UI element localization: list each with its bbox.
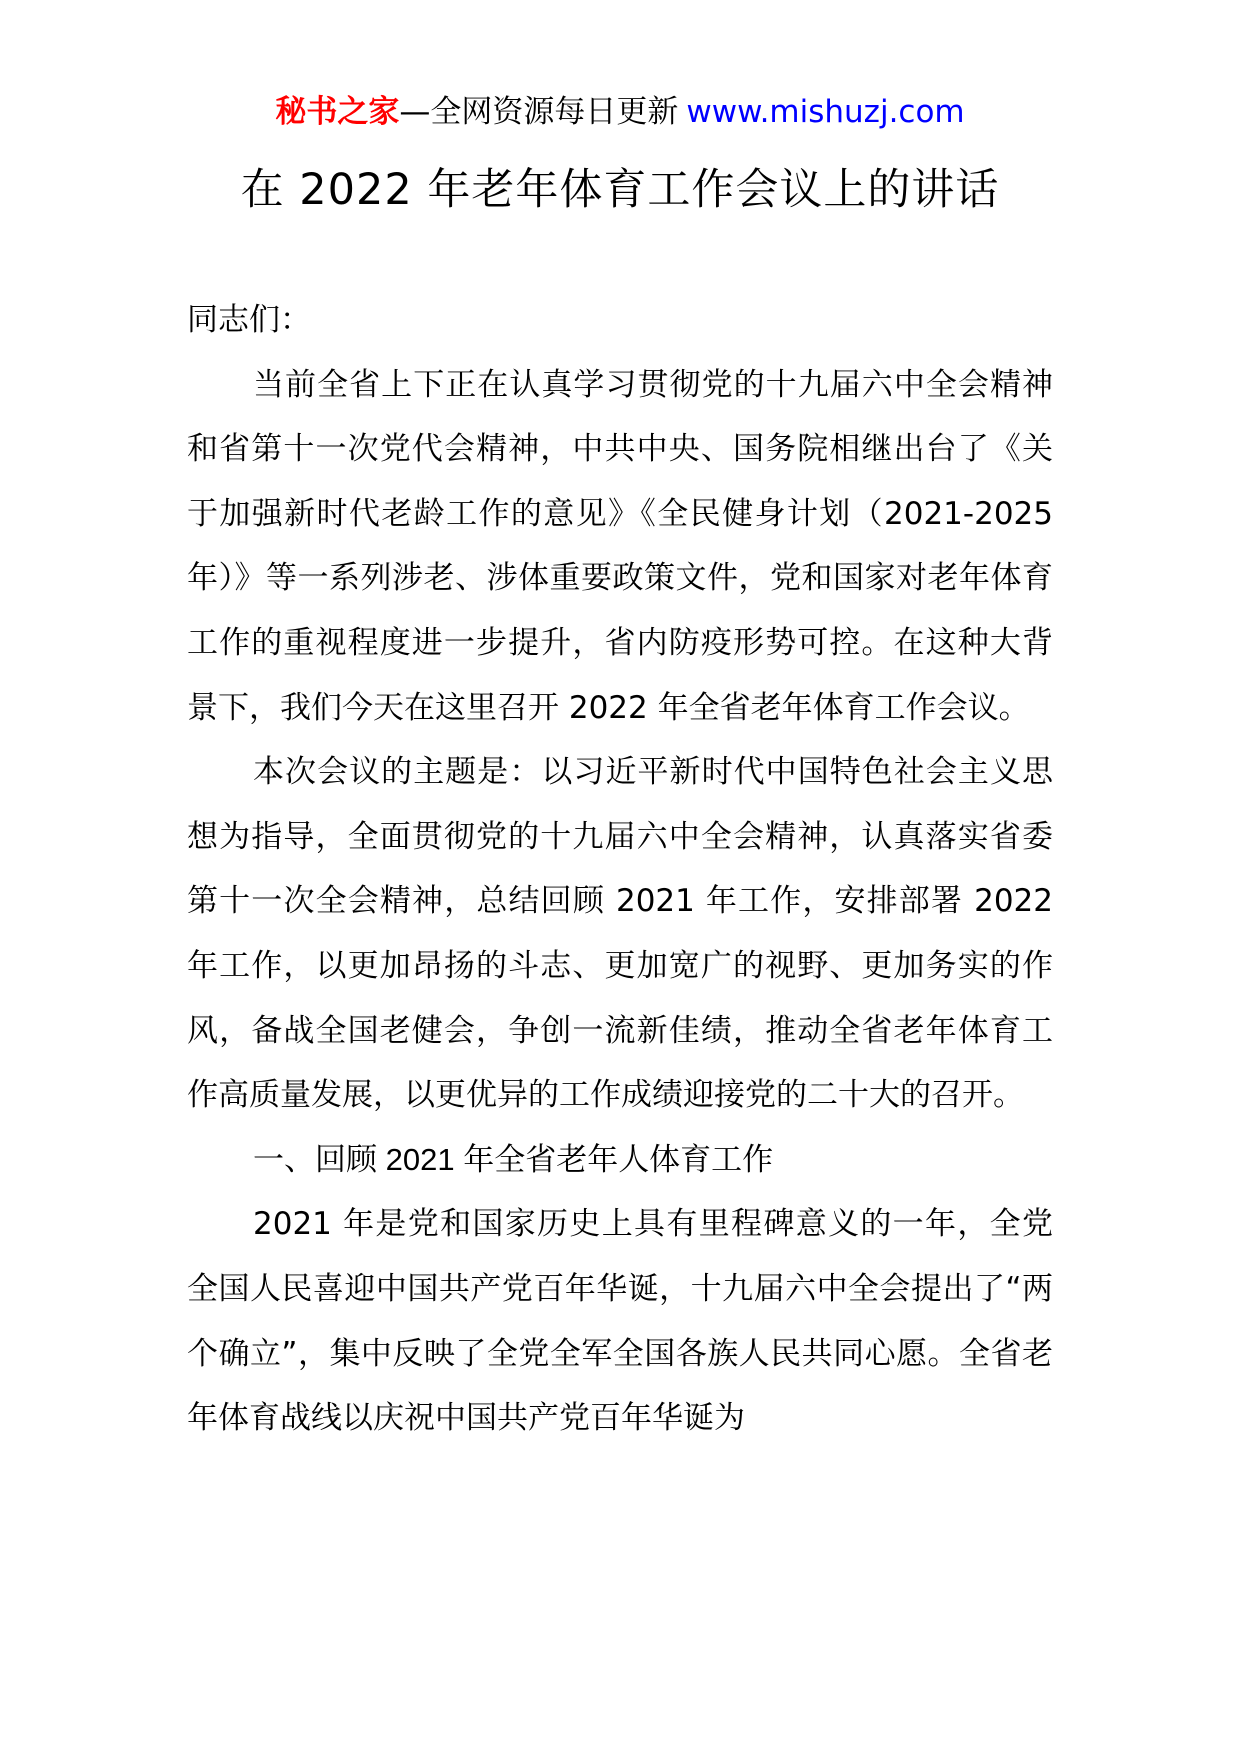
paragraph-intro: 当前全省上下正在认真学习贯彻党的十九届六中全会精神和省第十一次党代会精神，中共中央、国务院相继出台了《关于加强新时代老龄工作的意见》《全民健身计划（2021-2025 年）》等一系列涉老、涉体重要政策文件，党和国家对老年体育工作的重视程度进一步提升，省内防疫形势可控。在这种大背景下，我们今天在这里召开 2022 年全省老年体育工作会议。 [187, 366, 1053, 726]
salutation: 同志们： [187, 302, 311, 338]
paragraph-review: 2021 年是党和国家历史上具有里程碑意义的一年，全党全国人民喜迎中国共产党百年华诞，十九届六中全会提出了“两个确立”，集中反映了全党全军全国各族人民共同心愿。全省老年体育战线以庆祝中国共产党百年华诞为 [187, 1206, 1053, 1437]
site-banner [0, 92, 1240, 132]
document-title: 在 2022 年老年体育工作会议上的讲话 [240, 165, 1000, 215]
document-body [187, 288, 1053, 1451]
section-heading: 一、回顾 2021 年全省老年人体育工作 [253, 1141, 774, 1177]
site-url-link[interactable]: www.mishuzj.com [686, 94, 965, 130]
banner-slogan: —全网资源每日更新 [399, 94, 679, 130]
paragraph-theme: 本次会议的主题是：以习近平新时代中国特色社会主义思想为指导，全面贯彻党的十九届六中全会精神，认真落实省委第十一次全会精神，总结回顾 2021 年工作，安排部署 2022 年工作，以更加昂扬的斗志、更加宽广的视野、更加务实的作风，备战全国老健会，争创一流新佳绩，推动全省老年体育工作高质量发展，以更优异的工作成绩迎接党的二十大的召开。 [187, 754, 1053, 1114]
brand-name: 秘书之家 [275, 94, 400, 130]
